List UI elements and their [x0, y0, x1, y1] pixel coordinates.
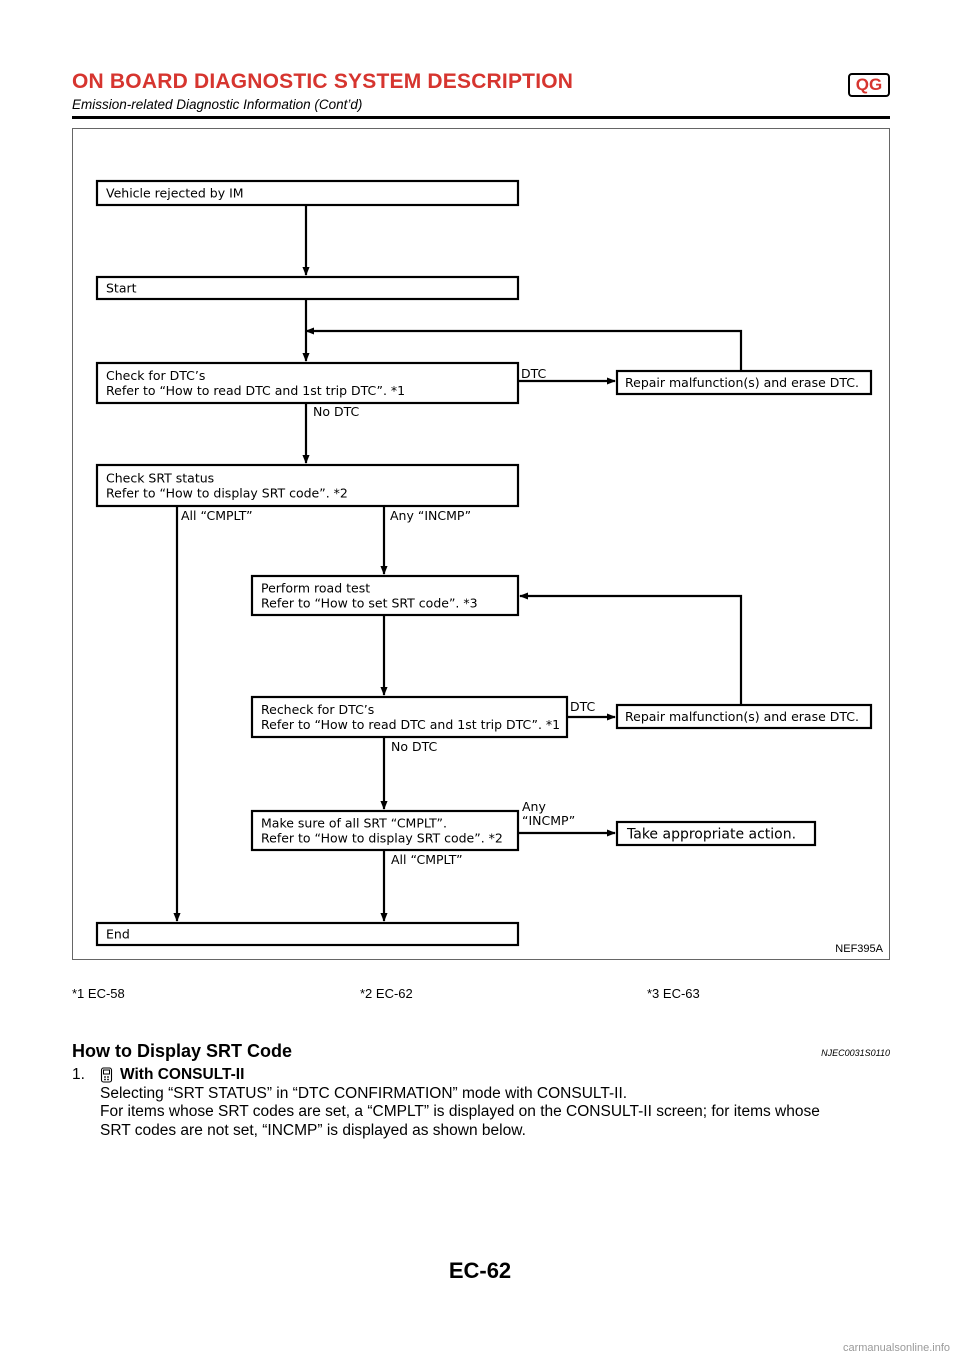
flowchart-box-text: Refer to “How to display SRT code”. *2: [106, 485, 348, 501]
flowchart-edge-label: “INCMP”: [522, 813, 576, 828]
flowchart-edge-label: Any: [522, 799, 546, 814]
flowchart-box-text: Repair malfunction(s) and erase DTC.: [625, 709, 859, 724]
flowchart-box-text: Refer to “How to set SRT code”. *3: [261, 595, 478, 611]
flowchart-connector: [520, 596, 741, 705]
flowchart-edge-label: DTC: [570, 699, 596, 714]
flowchart-box-text: Check for DTC’s: [106, 368, 206, 383]
flowchart-box-text: Vehicle rejected by IM: [106, 185, 244, 201]
section-ref-code: NJEC0031S0110: [821, 1048, 890, 1058]
footnote-3: *3 EC-63: [647, 986, 700, 1001]
flowchart-box-text: Refer to “How to read DTC and 1st trip DTC”. *1: [106, 383, 406, 398]
flowchart-box-start: [97, 277, 518, 299]
flowchart-box-text: Refer to “How to display SRT code”. *2: [261, 830, 503, 846]
step-number: 1.: [72, 1066, 85, 1083]
flowchart-box-text: Recheck for DTC’s: [261, 702, 375, 717]
header-subtitle: Emission-related Diagnostic Information (Cont’d): [72, 97, 363, 112]
step-line: SRT codes are not set, “INCMP” is displayed as shown below.: [100, 1121, 526, 1139]
flowchart-edge-label: DTC: [521, 366, 547, 381]
flowchart-box-text: Check SRT status: [106, 470, 215, 486]
header-rule: [72, 116, 890, 119]
flowchart-edge-label: All “CMPLT”: [181, 508, 253, 523]
flowchart-edge-label: Any “INCMP”: [390, 508, 472, 523]
flowchart-box-text: Perform road test: [261, 580, 371, 596]
page-number: EC-62: [448, 1258, 512, 1283]
flowchart-box-text: Repair malfunction(s) and erase DTC.: [625, 375, 859, 390]
step-body: [100, 1085, 900, 1141]
figure-id: NEF395A: [835, 943, 883, 955]
header-title: ON BOARD DIAGNOSTIC SYSTEM DESCRIPTION: [72, 70, 574, 93]
flowchart-box-text: Start: [106, 280, 137, 296]
section-badge: QG: [848, 73, 890, 97]
step-line: For items whose SRT codes are set, a “CMPLT” is displayed on the CONSULT-II screen; for items whose: [100, 1103, 820, 1120]
flowchart-box-text: End: [106, 926, 130, 942]
footnote-1: *1 EC-58: [72, 986, 125, 1001]
section-heading: How to Display SRT Code: [72, 1041, 293, 1061]
step-title: With CONSULT-II: [120, 1066, 245, 1083]
footnote-2: *2 EC-62: [360, 986, 413, 1001]
flowchart-box-text: Refer to “How to read DTC and 1st trip DTC”. *1: [261, 717, 561, 732]
flowchart-edge-label: No DTC: [313, 404, 360, 419]
flowchart-box-text: Make sure of all SRT “CMPLT”.: [261, 815, 447, 831]
step-line: Selecting “SRT STATUS” in “DTC CONFIRMATION” mode with CONSULT-II.: [100, 1084, 628, 1102]
flowchart-figure: [72, 128, 890, 960]
flowchart-edge-label: All “CMPLT”: [391, 852, 463, 867]
flowchart-box-text: Take appropriate action.: [627, 826, 797, 843]
flowchart-svg: [73, 129, 891, 961]
flowchart-box-end: [97, 923, 518, 945]
footnotes: [72, 986, 890, 1004]
watermark: carmanualsonline.info: [842, 1342, 950, 1354]
flowchart-edge-label: No DTC: [391, 739, 438, 754]
